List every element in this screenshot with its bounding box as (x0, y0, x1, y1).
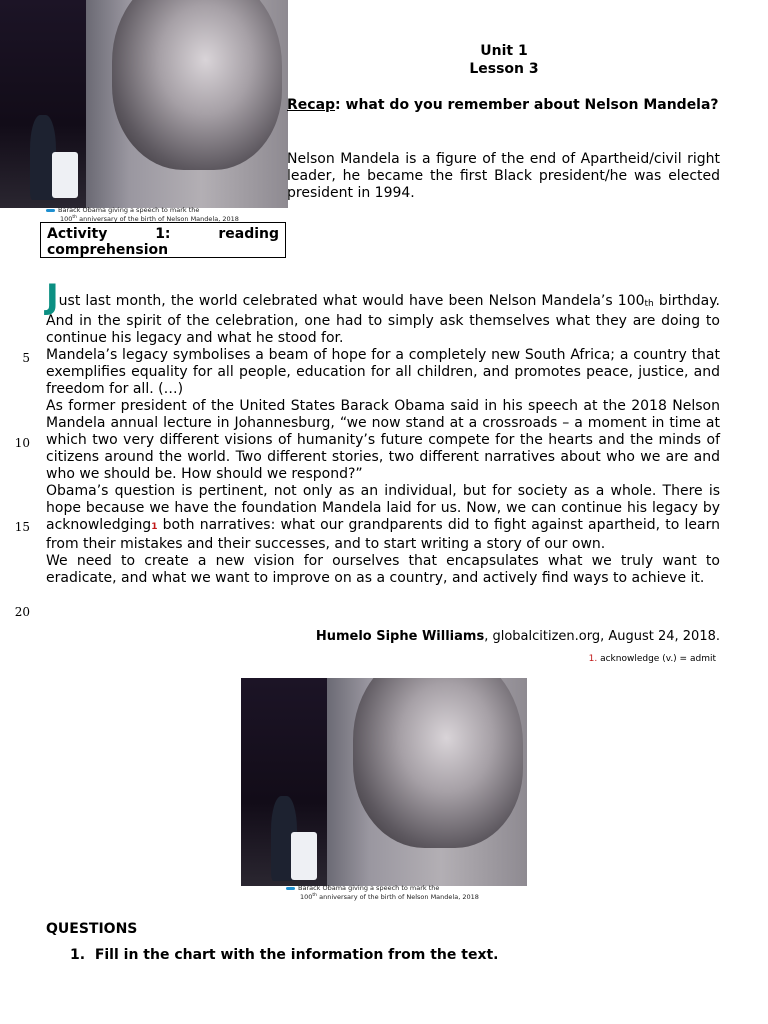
footnote: 1. acknowledge (v.) = admit (588, 654, 716, 664)
caption-bar-icon (46, 209, 55, 212)
mandela-lecture-photo-top (0, 0, 288, 208)
activity-box (40, 222, 286, 258)
dropcap: J (46, 277, 59, 317)
article-text (46, 277, 720, 587)
line-number-15: 15 (14, 520, 30, 534)
footnote-marker: 1 (151, 522, 158, 532)
line-number-20: 20 (14, 605, 30, 619)
activity-comprehension: comprehension (47, 242, 169, 258)
activity-reading: reading (218, 226, 279, 242)
photo-caption-top: Barack Obama giving a speech to mark the 100th anniversary of the birth of Nelson Mandela, 2018 (46, 206, 239, 223)
paragraph-3: As former president of the United States Barack Obama said in his speech at the 2018 Nelson Mandela annual lecture in Johannesburg, “we now stand at a crossroads – a moment in time at which two very different visions of humanity’s future compete for the hearts and the minds of citizens around the world. Two different stories, two different narratives about who we are and who we should be. How should we respond?” (46, 398, 720, 482)
recap-answer: Nelson Mandela is a figure of the end of Apartheid/civil right leader, he became the first Black president/he was elected president in 1994. (287, 151, 720, 201)
activity-number: 1: (155, 226, 171, 242)
caption-bar-icon (286, 887, 295, 890)
recap-label: Recap (287, 97, 336, 113)
paragraph-5: We need to create a new vision for ourselves that encapsulates what we truly want to eradicate, and what we want to improve on as a country, and actively find ways to achieve it. (46, 553, 720, 586)
line-number-10: 10 (14, 436, 30, 450)
photo-caption-middle: Barack Obama giving a speech to mark the 100th anniversary of the birth of Nelson Mandela, 2018 (286, 884, 479, 901)
unit-title: Unit 1 (480, 43, 528, 59)
source-author: Humelo Siphe Williams (315, 629, 485, 644)
paragraph-1: Just last month, the world celebrated what would have been Nelson Mandela’s 100th birthday. And in the spirit of the celebration, one had to simply ask themselves what they are doing to continue his legacy and what he stood for. (46, 277, 720, 346)
article-source: Humelo Siphe Williams, globalcitizen.org, August 24, 2018. (315, 629, 720, 644)
lesson-title: Lesson 3 (469, 61, 539, 77)
recap-question-text: : what do you remember about Nelson Mandela? (335, 97, 719, 113)
activity-word: Activity (47, 226, 108, 242)
line-number-5: 5 (22, 351, 30, 365)
podium (291, 832, 317, 880)
podium (52, 152, 78, 198)
question-1: 1. Fill in the chart with the information from the text. (70, 947, 499, 963)
paragraph-2: Mandela’s legacy symbolises a beam of hope for a completely new South Africa; a country that exemplifies equality for all people, education for all children, and promotes peace, justice, and freedom for all. (…) (46, 347, 720, 397)
mandela-lecture-photo-middle (241, 678, 527, 886)
questions-heading: QUESTIONS (46, 921, 138, 937)
mandela-portrait (353, 678, 523, 848)
paragraph-4: Obama’s question is pertinent, not only as an individual, but for society as a whole. There is hope because we have the foundation Mandela laid for us. Now, we can continue his legacy by acknowledging1 both narratives: what our grandparents did to fight against apartheid, to learn from their mistakes and their successes, and to start writing a story of our own. (46, 483, 720, 552)
mandela-portrait (112, 0, 282, 170)
recap-question (287, 96, 720, 114)
